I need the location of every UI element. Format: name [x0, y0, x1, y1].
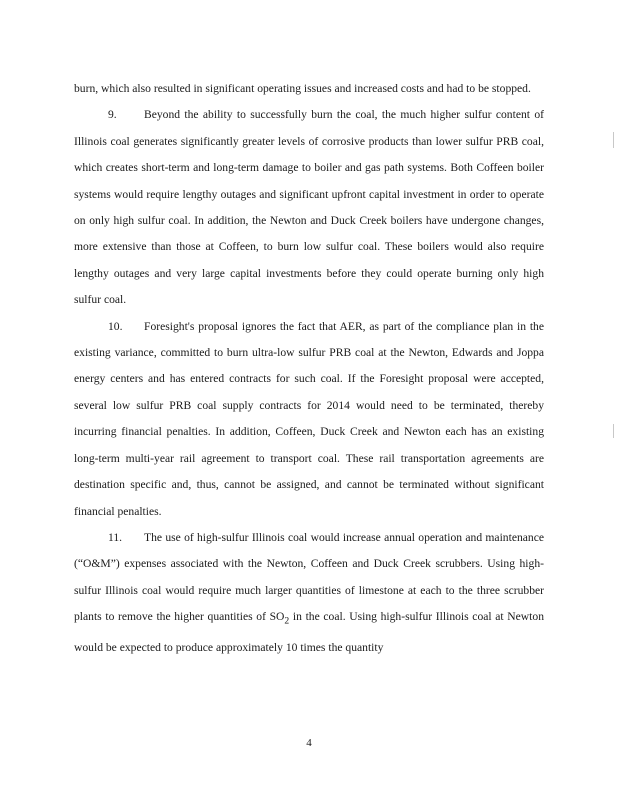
paragraph-continued [74, 76, 544, 102]
paragraph-number: 10. [108, 319, 123, 333]
page-number: 4 [306, 737, 312, 749]
paragraph-text: Foresight's proposal ignores the fact that AER, as part of the compliance plan in the existing variance, committed to burn ultra-low sulfur PRB coal at the Newton, Edwards and Joppa energy centers and has entered contracts for such coal. If the Foresight proposal were accepted, several low sulfur PRB coal supply contracts for 2014 would need to be terminated, thereby incurring financial penalties. In addition, Coffeen, Duck Creek and Newton each has an existing long-term multi-year rail agreement to transport coal. These rail transportation agreements are destination specific and, thus, cannot be assigned, and cannot be terminated without significant financial penalties. [74, 319, 544, 518]
scan-margin-mark [613, 424, 614, 438]
scan-margin-mark [613, 132, 614, 148]
paragraph-text: burn, which also resulted in significant operating issues and increased costs and had to be stopped. [74, 82, 531, 95]
paragraph-number: 11. [108, 530, 123, 544]
paragraph-text-part-1: The use of high-sulfur Illinois coal would increase annual operation and maintenance (“O&M”) expenses associated with the Newton, Coffeen and Duck Creek scrubbers. Using high-sulfur Illinois coal would require much larger quantities of limestone at each to the three scrubber plants to remove the higher quantities of SO [74, 530, 544, 624]
so2-subscript: 2 [284, 615, 290, 627]
paragraph-number: 9. [108, 108, 117, 122]
paragraph-text: Beyond the ability to successfully burn the coal, the much higher sulfur content of Illinois coal generates significantly greater levels of corrosive products than lower sulfur PRB coal, which creates short-term and long-term damage to boiler and gas path systems. Both Coffeen boiler systems would require lengthy outages and significant upfront capital investment in order to operate on only high sulfur coal. In addition, the Newton and Duck Creek boilers have undergone changes, more extensive than those at Coffeen, to burn low sulfur coal. These boilers would also require lengthy outages and very large capital investments before they could operate burning only high sulfur coal. [74, 108, 544, 307]
paragraph-10 [74, 314, 544, 525]
paragraph-11 [74, 525, 544, 661]
document-body [74, 76, 544, 661]
paragraph-text-part-2: in the coal. Using high-sulfur Illinois coal at Newton would be expected to produce approximately 10 times the quantity [74, 610, 544, 654]
paragraph-9 [74, 102, 544, 313]
